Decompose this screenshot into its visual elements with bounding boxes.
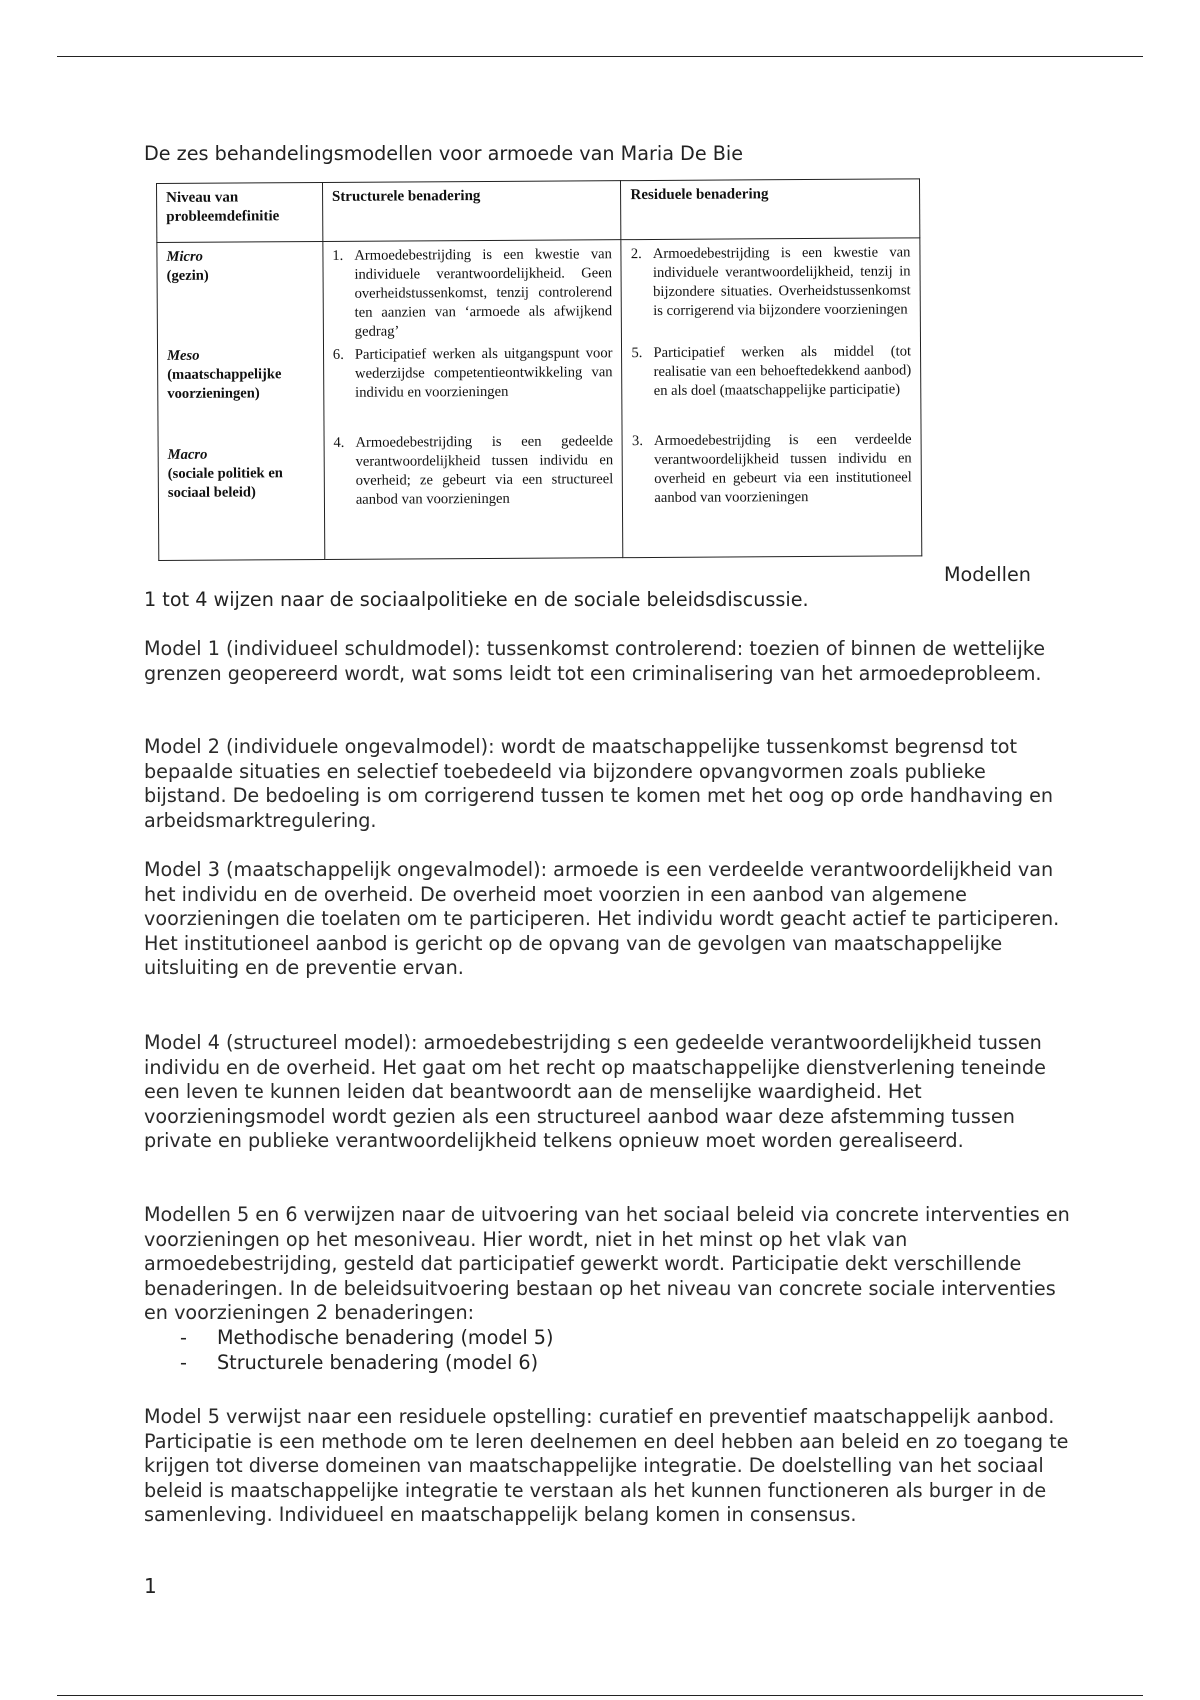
list-item: - Methodische benadering (model 5) xyxy=(180,1325,554,1349)
paragraph-model-5: Model 5 verwijst naar een residuele opstelling: curatief en preventief maatschappelijk aanbod. Participatie is een methode om te leren deelnemen en deel hebben aan beleid en zo toegang te krijgen tot diverse domeinen van maatschappelijke integratie. De doelstelling van het sociaal beleid is maatschappelijke integratie te verstaan als het kunnen functioneren als burger in de samenleving. Individueel en maatschappelijk belang komen in consensus. xyxy=(144,1405,1069,1527)
page-title: De zes behandelingsmodellen voor armoede van Maria De Bie xyxy=(144,142,744,165)
paragraph-model-3: Model 3 (maatschappelijk ongevalmodel): armoede is een verdeelde verantwoordelijkheid van het individu en de overheid. De overheid moet voorzien in een aanbod van algemene voorzieningen die toelaten om te participeren. Het individu wordt geacht actief te participeren. Het institutioneel aanbod is gericht op de opvang van de gevolgen van maatschappelijke uitsluiting en de preventie ervan. xyxy=(144,858,1060,980)
models-table-scan xyxy=(156,178,922,561)
approach-list xyxy=(144,1326,1074,1375)
header-rule xyxy=(57,56,1143,57)
level-micro: Micro (gezin) xyxy=(166,248,209,284)
paragraph-model-4: Model 4 (structureel model): armoedebestrijding s een gedeelde verantwoordelijkheid tussen individu en de overheid. Het gaat om het recht op maatschappelijke dienstverlening teneinde een leven te kunnen leiden dat beantwoordt aan de menselijke waardigheid. Het voorzieningsmodel wordt gezien als een structureel aanbod waar deze afstemming tussen private en publieke verantwoordelijkheid telkens opnieuw moet worden gerealiseerd. xyxy=(144,1031,1046,1153)
paragraph-models-5-6: Modellen 5 en 6 verwijzen naar de uitvoering van het sociaal beleid via concrete interventies en voorzieningen op het mesoniveau. Hier wordt, niet in het minst op het vlak van armoedebestrijding, gesteld dat participatief gewerkt wordt. Participatie dekt verschillende benaderingen. In de beleidsuitvoering bestaan op het niveau van concrete sociale interventies en voorzieningen 2 benaderingen: - Methodische benadering (model 5) - Structurele benadering (model 6) xyxy=(144,1203,1074,1375)
level-column xyxy=(157,241,325,560)
table-header-structural: Structurele benadering xyxy=(322,181,621,242)
structural-item-1: 1. Armoedebestrijding is een kwestie van individuele verantwoordelijkheid. Geen overheidstussenkomst, tenzij controlerend ten aanzien van ‘armoede als afwijkend gedrag’ xyxy=(332,246,613,340)
residual-item-5: 5. Participatief werken als middel (tot realisatie van een behoeftedekkend aanbod) en als doel (maatschappelijke participatie) xyxy=(631,343,912,399)
paragraph-model-2: Model 2 (individuele ongevalmodel): wordt de maatschappelijke tussenkomst begrensd tot bepaalde situaties en selectief toebedeeld via bijzondere opvangvormen zoals publieke bijstand. De bedoeling is om corrigerend tussen te komen met het oog op orde handhaving en arbeidsmarktregulering. xyxy=(144,735,1054,832)
residual-item-2: 2. Armoedebestrijding is een kwestie van individuele verantwoordelijkheid, tenzij in bijzondere situaties. Overheidstussenkomst is corrigerend via bijzondere voorzieningen xyxy=(630,244,911,319)
residual-item-3: 3. Armoedebestrijding is een verdeelde verantwoordelijkheid tussen individu en overheid en gebeurt via een institutioneel aanbod van voorzieningen xyxy=(631,431,912,506)
level-macro: Macro (sociale politiek en sociaal beleid) xyxy=(167,446,283,501)
residual-column xyxy=(621,238,922,558)
level-meso: Meso (maatschappelijke voorzieningen) xyxy=(167,347,282,402)
footer-rule xyxy=(57,1695,1143,1696)
structural-column xyxy=(323,240,623,560)
models-table xyxy=(156,178,922,561)
paragraph-model-1: Model 1 (individueel schuldmodel): tussenkomst controlerend: toezien of binnen de wettelijke grenzen geopereerd wordt, wat soms leidt tot een criminalisering van het armoedeprobleem. xyxy=(144,637,1046,685)
after-table-label: Modellen xyxy=(944,563,1031,586)
page-number: 1 xyxy=(144,1574,157,1598)
after-table-text: 1 tot 4 wijzen naar de sociaalpolitieke en de sociale beleidsdiscussie. xyxy=(144,588,809,611)
table-header-residual: Residuele benadering xyxy=(621,179,920,240)
list-item: - Structurele benadering (model 6) xyxy=(180,1350,539,1374)
structural-item-4: 4. Armoedebestrijding is een gedeelde verantwoordelijkheid tussen individu en overheid; ze gebeurt via een structureel aanbod van voorzieningen xyxy=(333,433,614,508)
table-header-level: Niveau van probleemdefinitie xyxy=(157,182,323,242)
structural-item-6: 6. Participatief werken als uitgangspunt voor wederzijdse competentieontwikkeling van individu en voorzieningen xyxy=(332,345,613,401)
